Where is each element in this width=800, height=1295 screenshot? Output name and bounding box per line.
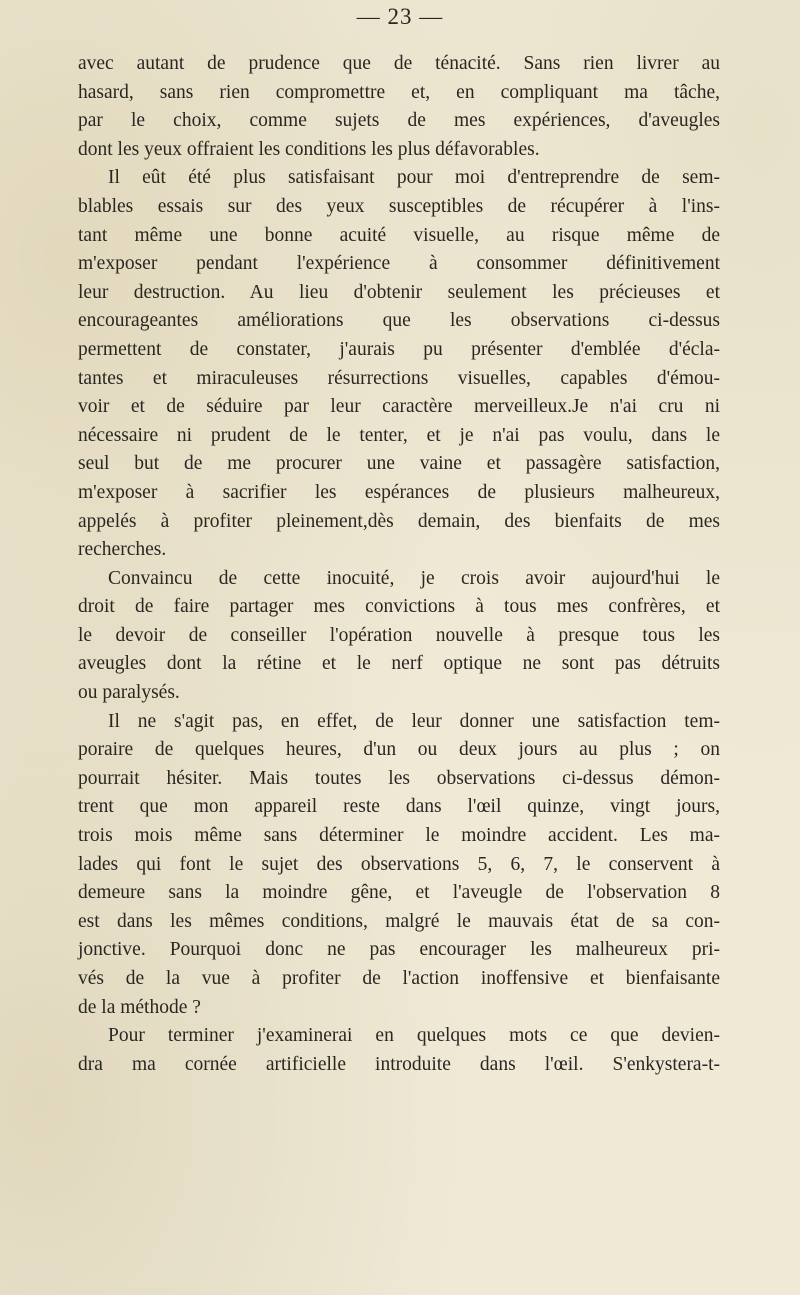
text-line: de la méthode ?	[78, 996, 201, 1018]
text-line: pourrait hésiter. Mais toutes les observations ci-dessus démon-	[78, 767, 720, 789]
text-line: voir et de séduire par leur caractère merveilleux.Je n'ai cru ni	[78, 396, 720, 418]
text-line: par le choix, comme sujets de mes expériences, d'aveugles	[78, 110, 720, 132]
text-line: hasard, sans rien compromettre et, en compliquant ma tâche,	[78, 81, 720, 103]
text-line: trois mois même sans déterminer le moindre accident. Les ma-	[78, 825, 720, 847]
text-line: Convaincu de cette inocuité, je crois avoir aujourd'hui le	[108, 567, 720, 589]
text-line: tantes et miraculeuses résurrections visuelles, capables d'émou-	[78, 367, 720, 389]
page-number: — 23 —	[356, 4, 444, 29]
text-line: blables essais sur des yeux susceptibles de récupérer à l'ins-	[78, 195, 720, 217]
text-line: dra ma cornée artificielle introduite dans l'œil. S'enkystera-t-	[78, 1053, 720, 1075]
text-line: Il eût été plus satisfaisant pour moi d'entreprendre de sem-	[108, 167, 720, 189]
text-line: aveugles dont la rétine et le nerf optique ne sont pas détruits	[78, 653, 720, 675]
text-line: recherches.	[78, 539, 167, 561]
text-line: avec autant de prudence que de ténacité. Sans rien livrer au	[78, 53, 720, 74]
text-line: seul but de me procurer une vaine et passagère satisfaction,	[78, 453, 720, 475]
text-line: ou paralysés.	[78, 682, 180, 704]
text-line: vés de la vue à profiter de l'action inoffensive et bienfaisante	[78, 968, 720, 989]
text-line: lades qui font le sujet des observations 5, 6, 7, le conservent à	[78, 853, 720, 875]
text-line: droit de faire partager mes convictions à tous mes confrères, et	[78, 596, 720, 618]
text-line: demeure sans la moindre gêne, et l'aveugle de l'observation 8	[78, 882, 720, 904]
text-line: permettent de constater, j'aurais pu présenter d'emblée d'écla-	[78, 338, 720, 360]
text-line: appelés à profiter pleinement,dès demain, des bienfaits de mes	[78, 510, 720, 532]
text-line: trent que mon appareil reste dans l'œil quinze, vingt jours,	[78, 796, 720, 818]
text-line: m'exposer pendant l'expérience à consommer définitivement	[78, 253, 720, 275]
text-line: est dans les mêmes conditions, malgré le mauvais état de sa con-	[78, 910, 720, 932]
text-line: nécessaire ni prudent de le tenter, et je n'ai pas voulu, dans le	[78, 424, 720, 446]
body-text	[78, 50, 720, 1079]
text-line: leur destruction. Au lieu d'obtenir seulement les précieuses et	[78, 281, 720, 303]
text-line: dont les yeux offraient les conditions les plus défavorables.	[78, 138, 540, 160]
text-line: Il ne s'agit pas, en effet, de leur donner une satisfaction tem-	[108, 710, 720, 732]
text-line: poraire de quelques heures, d'un ou deux jours au plus ; on	[78, 739, 720, 761]
text-line: le devoir de conseiller l'opération nouvelle à presque tous les	[78, 624, 720, 646]
text-line: Pour terminer j'examinerai en quelques mots ce que devien-	[108, 1025, 720, 1047]
text-line: encourageantes améliorations que les observations ci-dessus	[78, 310, 720, 332]
text-line: jonctive. Pourquoi donc ne pas encourager les malheureux pri-	[78, 939, 720, 961]
text-line: m'exposer à sacrifier les espérances de plusieurs malheureux,	[78, 481, 720, 503]
text-line: tant même une bonne acuité visuelle, au risque même de	[78, 224, 720, 246]
